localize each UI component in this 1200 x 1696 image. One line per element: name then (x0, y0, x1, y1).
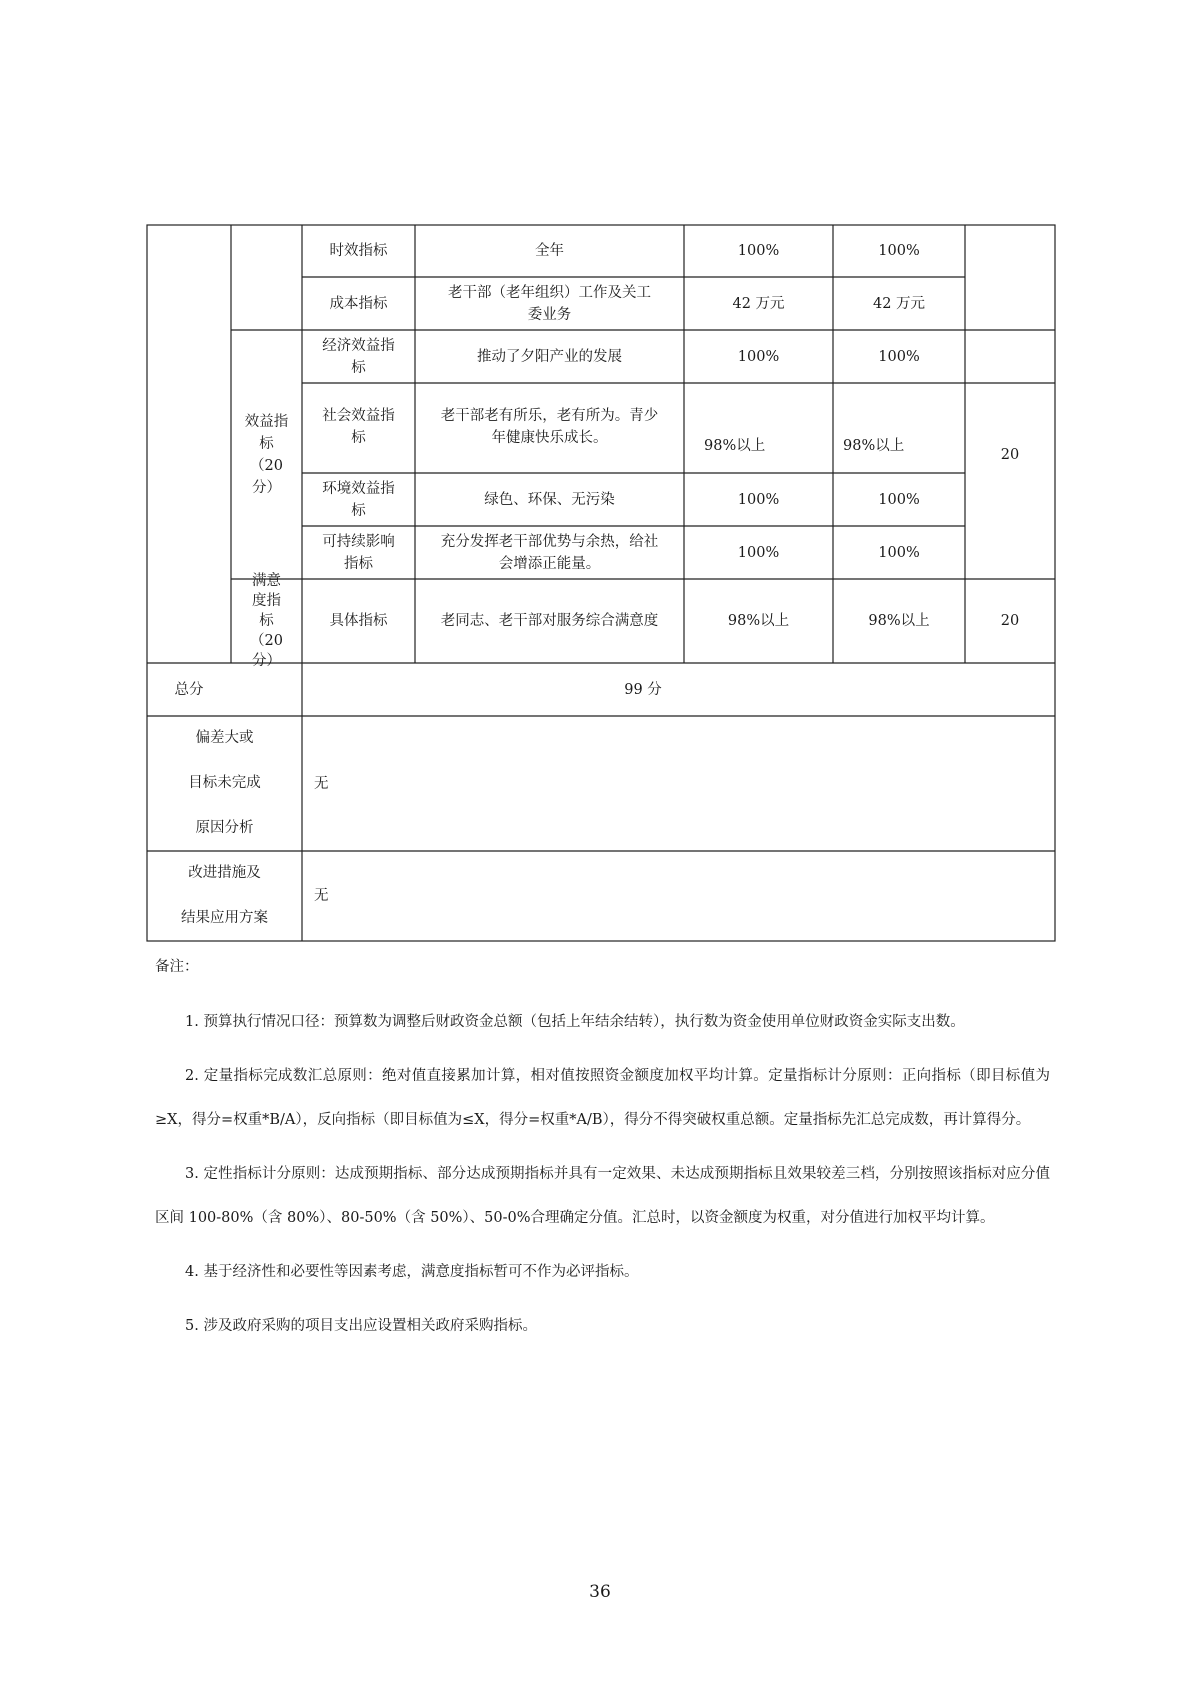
indicator-cost: 成本指标 (329, 295, 388, 312)
actual-timeliness: 100% (878, 243, 920, 259)
group-satisfaction-label: 满意度指标（20分） (250, 573, 283, 669)
indicator-sustainable: 可持续影响指标 (322, 533, 395, 572)
group-benefit-score: 20 (1000, 446, 1020, 463)
actual-cost: 42 万元 (872, 295, 926, 312)
indicator-economic: 经济效益指标 (322, 337, 395, 376)
content-cost: 老干部（老年组织）工作及关工委业务 (448, 284, 651, 323)
note-item-1: 1. 预算执行情况口径：预算数为调整后财政资金总额（包括上年结余结转），执行数为资金使用单位财政资金实际支出数。 (185, 1014, 965, 1030)
actual-economic: 100% (878, 348, 920, 365)
actual-satisfaction: 98%以上 (868, 613, 930, 629)
deviation-label-line-1: 偏差大或 (195, 730, 254, 746)
target-social: 98%以上 (704, 438, 766, 454)
total-value: 99 分 (624, 681, 662, 698)
actual-environment: 100% (878, 491, 920, 508)
content-sustainable: 充分发挥老干部优势与余热，给社会增添正能量。 (440, 533, 659, 572)
note-item-5: 5. 涉及政府采购的项目支出应设置相关政府采购指标。 (185, 1318, 537, 1334)
page-number: 36 (589, 1582, 611, 1602)
content-environment: 绿色、环保、无污染 (484, 491, 615, 508)
notes-section (155, 955, 1050, 1358)
target-sustainable: 100% (737, 544, 780, 561)
note-item-4: 4. 基于经济性和必要性等因素考虑，满意度指标暂可不作为必评指标。 (185, 1264, 639, 1280)
content-timeliness: 全年 (535, 243, 564, 259)
target-timeliness: 100% (737, 243, 780, 259)
indicator-timeliness: 时效指标 (329, 243, 388, 259)
improvement-label-line-2: 结果应用方案 (181, 910, 268, 926)
deviation-label-line-3: 原因分析 (195, 820, 254, 836)
content-satisfaction: 老同志、老干部对服务综合满意度 (440, 613, 659, 629)
content-social: 老干部老有所乐，老有所为。青少年健康快乐成长。 (440, 408, 659, 446)
target-environment: 100% (737, 491, 780, 508)
target-cost: 42 万元 (732, 295, 785, 312)
deviation-label-line-2: 目标未完成 (188, 775, 261, 791)
improvement-label-line-1: 改进措施及 (188, 865, 261, 881)
indicator-environment: 环境效益指标 (322, 480, 395, 519)
note-item-2: 2. 定量指标完成数汇总原则：绝对值直接累加计算，相对值按照资金额度加权平均计算。定量指标计分原则：正向指标（即目标值为≥X，得分=权重*B/A），反向指标（即目标值为≤X，得分=权重*A/B），得分不得突破权重总额。定量指标先汇总完成数，再计算得分。 (155, 1068, 1050, 1128)
improvement-value: 无 (314, 888, 329, 904)
indicator-social: 社会效益指标 (322, 408, 395, 446)
note-item-3: 3. 定性指标计分原则：达成预期指标、部分达成预期指标并具有一定效果、未达成预期指标且效果较差三档，分别按照该指标对应分值区间 100-80%（含 80%）、80-50%（含 50%）、50-0%合理确定分值。汇总时，以资金额度为权重，对分值进行加权平均计算。 (155, 1166, 1050, 1226)
actual-social: 98%以上 (843, 438, 905, 454)
actual-sustainable: 100% (878, 544, 920, 561)
target-satisfaction: 98%以上 (727, 613, 790, 629)
improvement-label (147, 851, 302, 941)
deviation-label (147, 716, 302, 851)
deviation-value: 无 (314, 775, 329, 792)
total-label: 总分 (174, 681, 204, 698)
target-economic: 100% (737, 348, 780, 365)
group-satisfaction-score: 20 (1000, 613, 1020, 629)
group-benefit-label: 效益指标（20分） (244, 413, 289, 496)
content-economic: 推动了夕阳产业的发展 (477, 348, 622, 365)
notes-heading: 备注： (155, 959, 199, 975)
indicator-satisfaction: 具体指标 (329, 613, 388, 629)
